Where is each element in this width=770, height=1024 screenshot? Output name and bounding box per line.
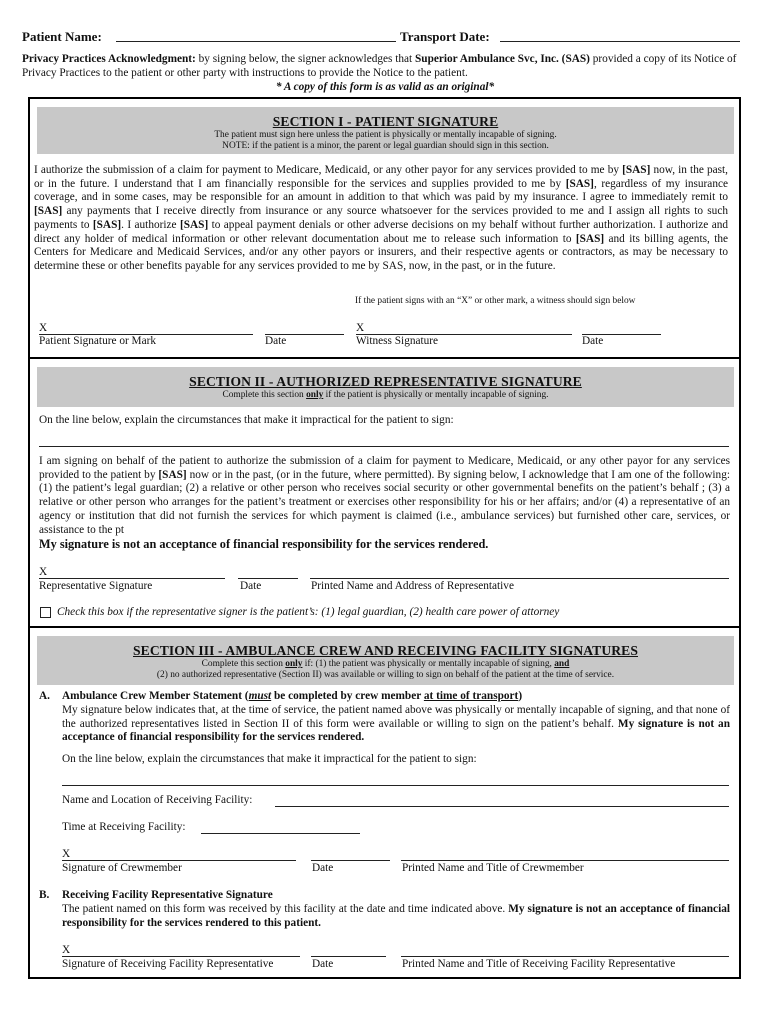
facility-time-field[interactable] [201,819,360,834]
patient-date-label: Date [265,335,287,347]
facility-time-label: Time at Receiving Facility: [62,821,186,833]
facility-name-field[interactable] [275,792,729,807]
crew-date-field[interactable] [311,846,390,861]
crew-printed-name-field[interactable] [401,846,729,861]
facility-name-label: Name and Location of Receiving Facility: [62,794,253,806]
rep-date-label: Date [240,580,262,592]
rep-x-mark: X [39,566,48,578]
part-b-title: Receiving Facility Representative Signature [62,889,273,901]
section1-title: SECTION I - PATIENT SIGNATURE [272,114,499,129]
section-divider [28,357,741,359]
section2-header [37,367,734,407]
witness-date-label: Date [582,335,604,347]
rep-printed-name-field[interactable] [310,564,729,579]
patient-signature-field[interactable] [39,320,253,335]
section3-sub1: Complete this section only if: (1) the patient was physically or mentally incapable of signing, and [201,659,570,669]
transport-date-field[interactable] [500,28,740,42]
patient-date-field[interactable] [265,320,344,335]
section-divider [28,626,741,628]
privacy-text-1: by signing below, the signer acknowledges that [195,53,416,65]
privacy-lead: Privacy Practices Acknowledgment: [22,53,196,65]
witness-signature-label: Witness Signature [356,335,439,347]
transport-date-label: Transport Date: [400,29,490,44]
part-a-title: Ambulance Crew Member Statement (must be completed by crew member at time of transport) [62,690,523,702]
patient-name-field[interactable] [116,28,396,42]
facility-printed-name-field[interactable] [401,942,729,957]
crew-x-mark: X [62,848,71,860]
crew-printed-label: Printed Name and Title of Crewmember [402,862,584,874]
part-a-body: My signature below indicates that, at the time of service, the patient named above was physically or mentally incapable of signing, and that none of the authorized representatives listed in Section II of this form were available or willing to sign on the patient’s behalf. My signature is not an acceptance of financial responsibility for the services rendered. [62,704,730,744]
crew-signature-label: Signature of Crewmember [62,862,182,874]
privacy-acknowledgment [22,52,748,94]
witness-note: If the patient signs with an “X” or other mark, a witness should sign below [355,296,636,306]
patient-signature-label: Patient Signature or Mark [39,335,157,347]
section2-body: I am signing on behalf of the patient to authorize the submission of a claim for payment to Medicare, Medicaid, or any other payor for any services provided to the patient by [SAS] now or in the past, (or in the future, where permitted). By signing below, I acknowledge that I am one of the following: (1) the patient’s legal guardian; (2) a relative or other person who receives social security or other governmental benefits on the patient’s behalf ; (3) a relative or other person who arranges for the patient’s treatment or exercises other responsibility for his or her affairs; and/or (4) a representative of an agency or institution that did not furnish the services for which payment is claimed (i.e., ambulance services) but furnished other care, services, or assistance to the pt [39,455,730,536]
section2-explain: On the line below, explain the circumstances that make it impractical for the patient to sign: [39,414,454,426]
witness-x-mark: X [356,322,365,334]
facility-signature-label: Signature of Receiving Facility Representative [62,958,274,970]
patient-x-mark: X [39,322,48,334]
rep-signature-field[interactable] [39,564,225,579]
patient-name-label: Patient Name: [22,29,102,44]
copy-note: * A copy of this form is as valid as an original* [275,81,495,93]
part-b-label: B. [39,889,50,901]
guardian-checkbox-label: Check this box if the representative signer is the patient’s: (1) legal guardian, (2) health care power of attorney [57,606,560,618]
section1-sub2: NOTE: if the patient is a minor, the parent or legal guardian should sign in this section. [222,141,549,151]
rep-printed-label: Printed Name and Address of Representative [311,580,514,592]
rep-date-field[interactable] [238,564,298,579]
rep-signature-label: Representative Signature [39,580,153,592]
section2-title: SECTION II - AUTHORIZED REPRESENTATIVE SIGNATURE [189,374,582,389]
crew-signature-field[interactable] [62,846,296,861]
privacy-text-2: provided a copy of its Notice of Privacy Practices to the patient or other party with instructions to provide the Notice to the patient. [22,53,737,79]
part-b-body: The patient named on this form was received by this facility at the date and time indicated above. My signature is not an acceptance of financial responsibility for the services rendered to this patient. [62,903,730,929]
section1-body: I authorize the submission of a claim for payment to Medicare, Medicaid, or any other payor for any services provided to me by [SAS] now, in the past, or in the future. I understand that I am financially responsible for the services and supplies provided to me by [SAS], regardless of my insurance coverage, and in some cases, may be responsible for an amount in addition to that which was paid by my insurance. I agree to immediately remit to [SAS] any payments that I receive directly from insurance or any source whatsoever for the services provided to me and I assign all rights to such payments to [SAS]. I authorize [SAS] to appeal payment denials or other adverse decisions on my behalf without further authorization. I authorize and direct any holder of medical information or other relevant documentation about me to release such information to [SAS] and its billing agents, the Centers for Medicare and Medicaid Services, and/or any other payors or insurers, and their respective agents or contractors, as may be necessary to determine these or other benefits payable for any services provided to me by SAS, now, in the past, or in the future. [34,164,729,272]
section3-sub2: (2) no authorized representative (Section II) was available or willing to sign on behalf of the patient at the time of service. [156,670,615,680]
part-a-label: A. [39,690,50,702]
facility-printed-label: Printed Name and Title of Receiving Facility Representative [402,958,676,970]
section2-bold-statement: My signature is not an acceptance of financial responsibility for the services rendered. [39,537,489,551]
section1-header [37,107,734,154]
facility-signature-field[interactable] [62,942,300,957]
witness-date-field[interactable] [582,320,661,335]
section3-title: SECTION III - AMBULANCE CREW AND RECEIVING FACILITY SIGNATURES [133,643,638,658]
part-a-explain-field[interactable] [62,771,729,786]
witness-signature-field[interactable] [356,320,572,335]
section2-sub: Complete this section only if the patient is physically or mentally incapable of signing. [222,390,549,400]
facility-x-mark: X [62,944,71,956]
guardian-checkbox[interactable] [40,607,51,618]
section2-explain-field[interactable] [39,432,729,447]
crew-date-label: Date [312,862,334,874]
facility-date-label: Date [312,958,334,970]
section1-sub1: The patient must sign here unless the patient is physically or mentally incapable of signing. [214,130,557,140]
section3-header [37,636,734,685]
privacy-company: Superior Ambulance Svc, Inc. (SAS) [415,53,590,65]
facility-date-field[interactable] [311,942,386,957]
part-a-explain: On the line below, explain the circumstances that make it impractical for the patient to sign: [62,753,477,765]
